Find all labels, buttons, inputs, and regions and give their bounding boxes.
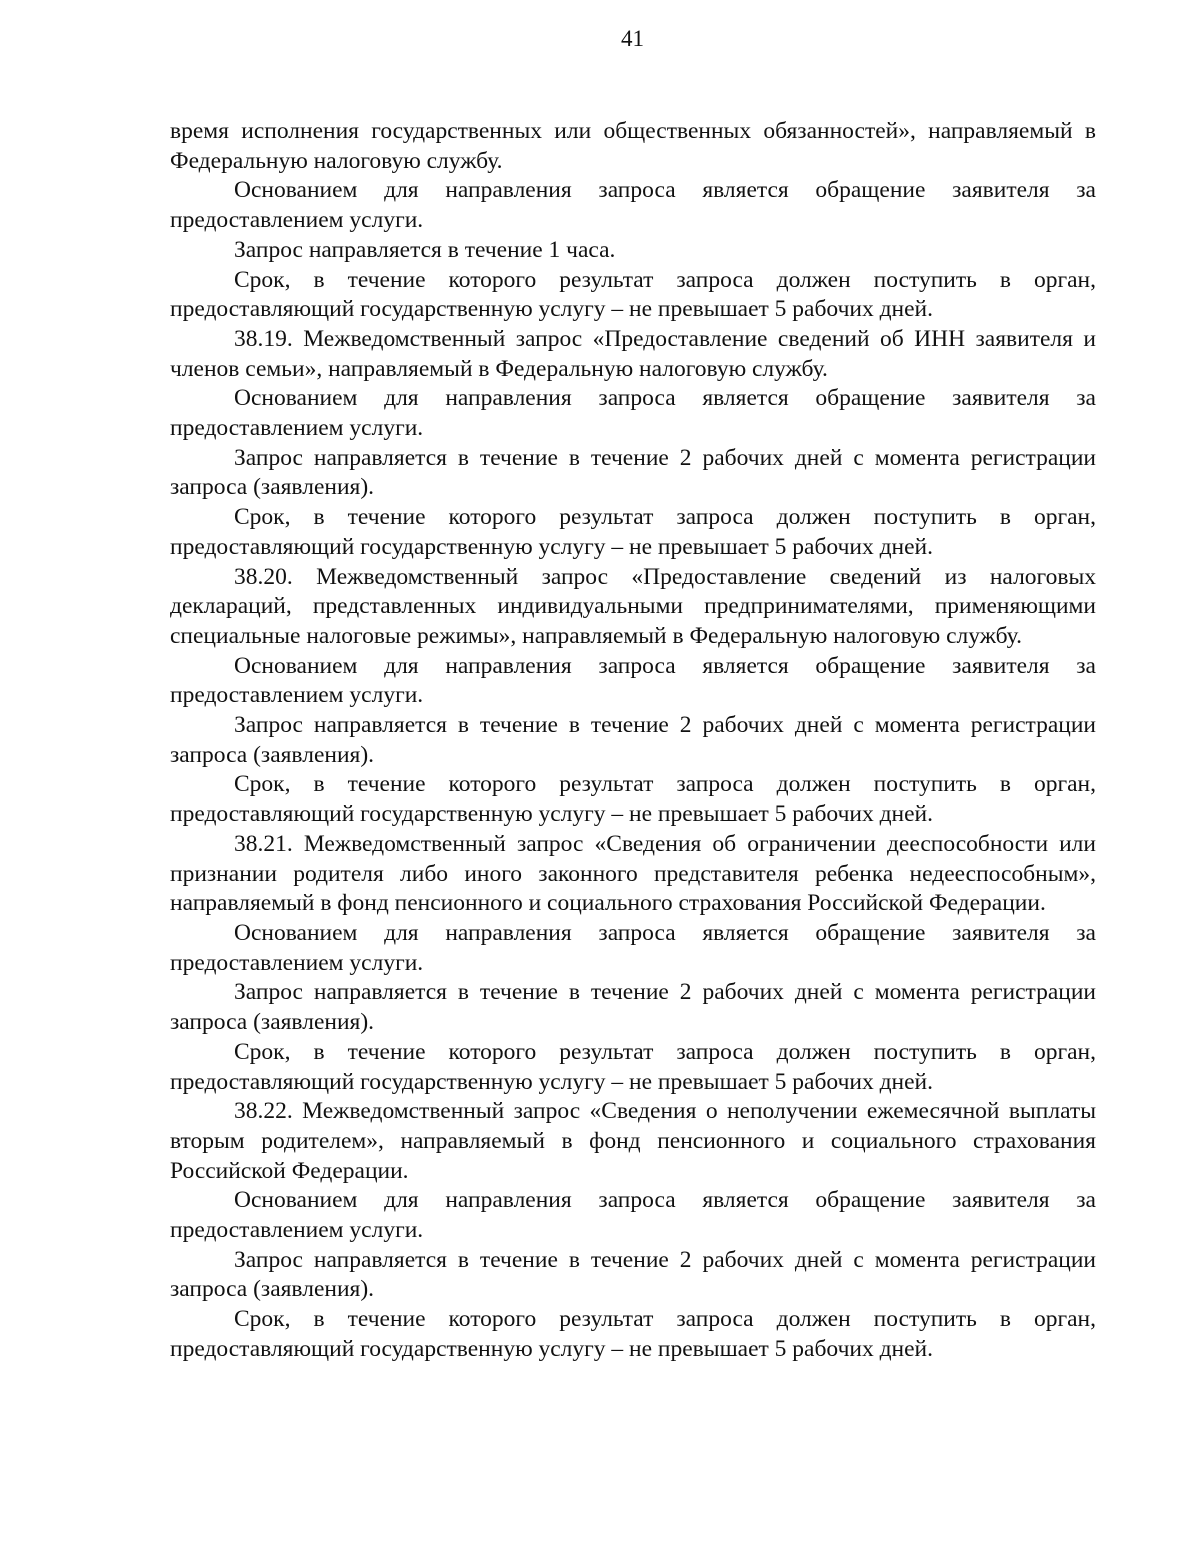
paragraph: время исполнения государственных или общественных обязанностей», направляемый в Федеральную налоговую службу.	[170, 118, 1096, 174]
paragraph: 38.21. Межведомственный запрос «Сведения об ограничении дееспособности или признании родителя либо иного законного представителя ребенка недееспособным», направляемый в фонд пенсионного и социального страхования Российской Федерации.	[170, 830, 1096, 917]
paragraph: Запрос направляется в течение 1 часа.	[234, 236, 616, 263]
paragraph: Запрос направляется в течение в течение 2 рабочих дней с момента регистрации запроса (заявления).	[170, 979, 1096, 1036]
document-body	[170, 117, 1096, 1365]
paragraph: Срок, в течение которого результат запроса должен поступить в орган, предоставляющий государственную услугу – не превышает 5 рабочих дней.	[170, 1306, 1096, 1362]
page-number: 41	[621, 26, 644, 51]
paragraph: 38.20. Межведомственный запрос «Предоставление сведений из налоговых деклараций, представленных индивидуальными предпринимателями, применяющими специальные налоговые режимы», направляемый в Федеральную налоговую службу.	[170, 563, 1096, 649]
paragraph: 38.19. Межведомственный запрос «Предоставление сведений об ИНН заявителя и членов семьи», направляемый в Федеральную налоговую службу.	[170, 325, 1096, 382]
paragraph: Срок, в течение которого результат запроса должен поступить в орган, предоставляющий государственную услугу – не превышает 5 рабочих дней.	[170, 771, 1096, 828]
paragraph: Запрос направляется в течение в течение 2 рабочих дней с момента регистрации запроса (заявления).	[170, 712, 1096, 768]
paragraph: Основанием для направления запроса является обращение заявителя за предоставлением услуги.	[170, 919, 1096, 976]
paragraph: 38.22. Межведомственный запрос «Сведения о неполучении ежемесячной выплаты вторым родителем», направляемый в фонд пенсионного и социального страхования Российской Федерации.	[170, 1098, 1096, 1184]
paragraph: Основанием для направления запроса является обращение заявителя за предоставлением услуги.	[170, 385, 1096, 442]
paragraph: Срок, в течение которого результат запроса должен поступить в орган, предоставляющий государственную услугу – не превышает 5 рабочих дней.	[170, 266, 1096, 323]
paragraph: Срок, в течение которого результат запроса должен поступить в орган, предоставляющий государственную услугу – не превышает 5 рабочих дней.	[170, 1038, 1096, 1095]
paragraph: Запрос направляется в течение в течение 2 рабочих дней с момента регистрации запроса (заявления).	[170, 1246, 1096, 1303]
paragraph: Основанием для направления запроса является обращение заявителя за предоставлением услуги.	[170, 177, 1096, 234]
paragraph: Запрос направляется в течение в течение 2 рабочих дней с момента регистрации запроса (заявления).	[170, 444, 1096, 501]
paragraph: Основанием для направления запроса является обращение заявителя за предоставлением услуги.	[170, 1187, 1096, 1244]
paragraph: Основанием для направления запроса является обращение заявителя за предоставлением услуги.	[170, 652, 1096, 709]
paragraph: Срок, в течение которого результат запроса должен поступить в орган, предоставляющий государственную услугу – не превышает 5 рабочих дней.	[170, 504, 1096, 560]
